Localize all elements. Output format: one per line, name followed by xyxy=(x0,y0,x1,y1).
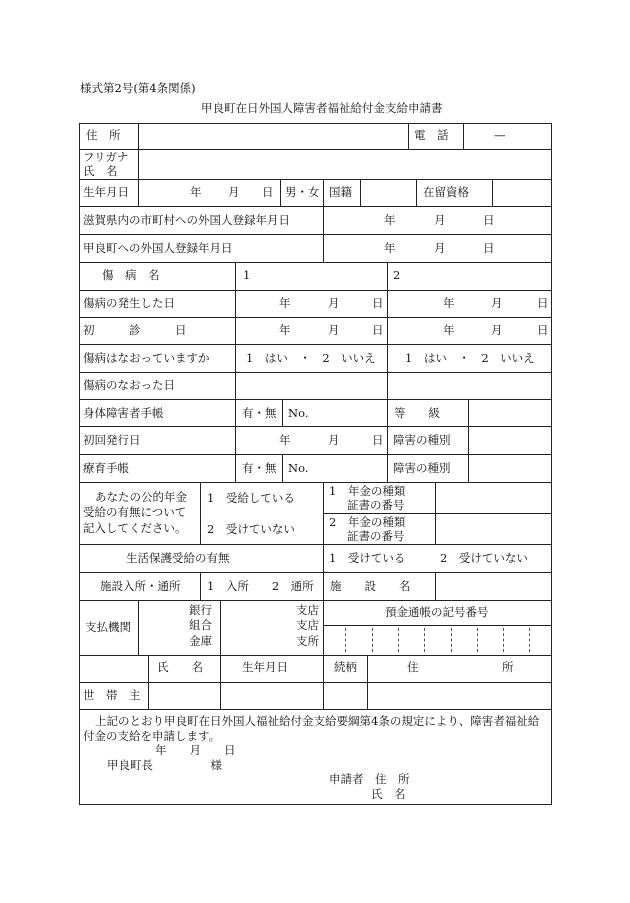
applicant-name-label: 氏 名 xyxy=(371,787,406,801)
branch-office-label: 支所 xyxy=(296,634,319,648)
row-line xyxy=(79,290,552,291)
account-divider xyxy=(398,628,399,652)
disease-2: 2 xyxy=(393,268,401,282)
col-line xyxy=(323,600,324,655)
account-divider xyxy=(477,628,478,652)
col-line xyxy=(220,600,221,655)
kora-year: 年 xyxy=(384,241,396,255)
household-head-label: 世 帯 主 xyxy=(83,688,141,702)
row-line xyxy=(79,600,552,601)
account-divider xyxy=(345,628,346,652)
facility-name-label: 施 設 名 xyxy=(330,579,411,593)
cured-option-2[interactable]: 1 はい ・ 2 いいえ xyxy=(405,351,535,365)
declaration-line-1: 上記のとおり甲良町在日外国人福祉給付金支給要綱第4条の規定により、障害者福祉給 xyxy=(95,714,540,728)
applicant-address-label: 申請者 住 所 xyxy=(329,772,410,786)
sex-select[interactable]: 男・女 xyxy=(285,185,320,199)
first-visit-day-1: 日 xyxy=(372,323,384,337)
grade-label: 等 級 xyxy=(394,406,440,420)
household-address-header-b: 所 xyxy=(502,660,514,674)
welfare-label: 生活保護受給の有無 xyxy=(126,551,230,565)
handbook-has-select[interactable]: 有・無 xyxy=(242,406,277,420)
col-line xyxy=(235,262,236,482)
row-line xyxy=(79,682,552,683)
col-line xyxy=(387,262,388,482)
pension-type-2-label: 2 年金の種類 xyxy=(329,515,406,529)
row-line xyxy=(79,399,552,400)
disability-type-label-1: 障害の種別 xyxy=(393,433,451,447)
first-issue-month: 月 xyxy=(328,433,340,447)
col-line xyxy=(138,123,139,206)
col-line xyxy=(367,655,368,709)
pension-label-3: 記入してください。 xyxy=(83,521,187,535)
ryoiku-no-label: No. xyxy=(288,461,309,475)
onset-month-1: 月 xyxy=(328,296,340,310)
col-line xyxy=(148,655,149,709)
row-line xyxy=(323,625,552,626)
ryoiku-has-select[interactable]: 有・無 xyxy=(242,461,277,475)
col-line xyxy=(138,600,139,655)
birth-month: 月 xyxy=(228,185,240,199)
pension-label-2: 受給の有無について xyxy=(83,505,187,519)
col-line xyxy=(435,572,436,600)
col-line xyxy=(323,482,324,544)
onset-month-2: 月 xyxy=(491,296,503,310)
kinko-label: 金庫 xyxy=(189,634,212,648)
row-line xyxy=(79,317,552,318)
first-issue-year: 年 xyxy=(279,433,291,447)
row-line xyxy=(79,544,552,545)
shiga-month: 月 xyxy=(434,213,446,227)
payment-label: 支払機関 xyxy=(85,620,131,634)
account-number-label: 預金通帳の記号番号 xyxy=(385,605,489,619)
handbook-no-label: No. xyxy=(288,406,309,420)
col-line xyxy=(416,179,417,206)
row-line xyxy=(79,372,552,373)
col-line xyxy=(323,206,324,262)
household-address-header-a: 住 xyxy=(407,660,419,674)
onset-year-1: 年 xyxy=(279,296,291,310)
col-line xyxy=(408,123,409,149)
col-line xyxy=(323,179,324,206)
row-line xyxy=(79,179,552,180)
account-divider xyxy=(424,628,425,652)
row-line xyxy=(79,426,552,427)
tel-label: 電 話 xyxy=(414,128,449,142)
first-visit-year-2: 年 xyxy=(443,323,455,337)
onset-day-1: 日 xyxy=(372,296,384,310)
handbook-label: 身体障害者手帳 xyxy=(83,406,164,420)
col-line xyxy=(360,179,361,206)
col-line xyxy=(492,179,493,206)
address-label: 住 所 xyxy=(86,128,121,142)
row-line xyxy=(79,206,552,207)
onset-label: 傷病の発生した日 xyxy=(83,296,175,310)
col-line xyxy=(463,123,464,149)
col-line xyxy=(200,572,201,600)
facility-options[interactable]: 1 入所 2 通所 xyxy=(207,579,314,593)
first-visit-year-1: 年 xyxy=(279,323,291,337)
cured-option-1[interactable]: 1 はい ・ 2 いいえ xyxy=(246,351,376,365)
row-line xyxy=(79,344,552,345)
kora-month: 月 xyxy=(434,241,446,255)
disease-label: 傷 病 名 xyxy=(102,268,160,282)
col-line xyxy=(468,399,469,482)
shiga-year: 年 xyxy=(384,213,396,227)
col-line xyxy=(282,454,283,482)
first-issue-day: 日 xyxy=(372,433,384,447)
form-title: 甲良町在日外国人障害者福祉給付金支給申請書 xyxy=(201,101,443,115)
branch-label-2: 支店 xyxy=(296,618,319,632)
first-visit-month-1: 月 xyxy=(328,323,340,337)
facility-label: 施設入所・通所 xyxy=(100,579,181,593)
col-line xyxy=(435,482,436,544)
row-line xyxy=(79,482,552,483)
birth-year: 年 xyxy=(190,185,202,199)
cured-date-label: 傷病のなおった日 xyxy=(83,378,175,392)
tel-dash: — xyxy=(494,128,506,142)
shiga-day: 日 xyxy=(483,213,495,227)
kora-registration-label: 甲良町への外国人登録年月日 xyxy=(83,241,233,255)
row-line xyxy=(79,234,552,235)
pension-receiving-option[interactable]: 1 受給している xyxy=(207,491,295,505)
pension-type-1-label: 1 年金の種類 xyxy=(329,484,406,498)
col-line xyxy=(280,179,281,206)
shiga-registration-label: 滋賀県内の市町村への外国人登録年月日 xyxy=(83,213,290,227)
onset-day-2: 日 xyxy=(537,296,549,310)
residence-status-label: 在留資格 xyxy=(423,185,469,199)
row-line xyxy=(79,262,552,263)
branch-label-1: 支店 xyxy=(296,603,319,617)
declaration-line-2: 付金の支給を申請します。 xyxy=(83,729,221,743)
nationality-label: 国籍 xyxy=(329,185,352,199)
first-visit-day-2: 日 xyxy=(537,323,549,337)
row-line xyxy=(79,709,552,710)
onset-year-2: 年 xyxy=(443,296,455,310)
col-line xyxy=(220,655,221,709)
birth-day: 日 xyxy=(262,185,274,199)
declaration-date: 年 月 日 xyxy=(155,743,236,757)
account-divider xyxy=(451,628,452,652)
furigana-label: フリガナ xyxy=(83,150,129,164)
row-line xyxy=(79,149,552,150)
row-line xyxy=(323,513,552,514)
first-visit-month-2: 月 xyxy=(491,323,503,337)
col-line xyxy=(323,544,324,572)
pension-not-receiving-option[interactable]: 2 受けていない xyxy=(207,522,295,536)
col-line xyxy=(282,399,283,426)
account-divider xyxy=(503,628,504,652)
kora-day: 日 xyxy=(483,241,495,255)
col-line xyxy=(200,482,201,544)
disability-type-label-2: 障害の種別 xyxy=(393,461,451,475)
col-line xyxy=(323,572,324,600)
col-line xyxy=(323,655,324,709)
welfare-receiving-option[interactable]: 1 受けている xyxy=(329,551,406,565)
welfare-not-receiving-option[interactable]: 2 受けていない xyxy=(440,551,528,565)
first-issue-label: 初回発行日 xyxy=(83,433,141,447)
first-visit-label: 初 診 日 xyxy=(83,323,187,337)
household-birth-header: 生年月日 xyxy=(242,660,288,674)
ryoiku-label: 療育手帳 xyxy=(83,461,129,475)
form-number: 様式第2号(第4条関係) xyxy=(80,81,196,95)
bank-label: 銀行 xyxy=(189,603,212,617)
disease-1: 1 xyxy=(243,268,251,282)
account-divider xyxy=(529,628,530,652)
row-line xyxy=(79,655,552,656)
cured-question-label: 傷病はなおっていますか xyxy=(83,351,210,365)
pension-label-1: あなたの公的年金 xyxy=(95,490,187,504)
row-line xyxy=(79,454,552,455)
household-relation-header: 続柄 xyxy=(334,660,357,674)
union-label: 組合 xyxy=(189,618,212,632)
pension-cert-2-label: 証書の番号 xyxy=(347,529,405,543)
household-name-header: 氏 名 xyxy=(157,660,203,674)
row-line xyxy=(79,572,552,573)
birth-label: 生年月日 xyxy=(83,185,129,199)
pension-cert-1-label: 証書の番号 xyxy=(347,498,405,512)
account-divider xyxy=(372,628,373,652)
mayor-addressee: 甲良町長 様 xyxy=(107,758,222,772)
name-label: 氏 名 xyxy=(83,164,118,178)
